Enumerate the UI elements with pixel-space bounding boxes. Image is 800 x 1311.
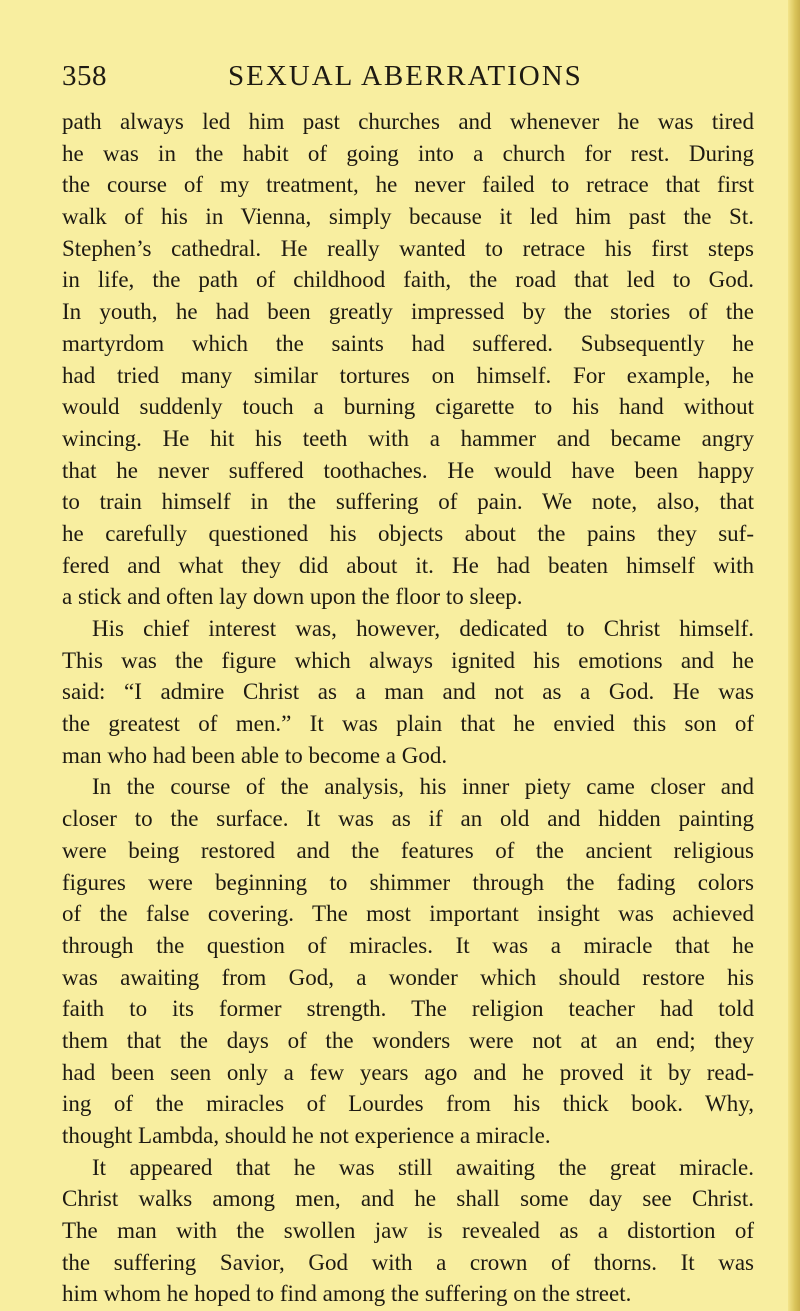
text-line: man who had been able to become a God. xyxy=(62,742,448,768)
page-header xyxy=(62,60,762,100)
text-line: the course of my treatment, he never failed to retrace that first xyxy=(62,172,754,198)
page-edge xyxy=(788,0,800,1311)
text-line: would suddenly touch a burning cigarette to his hand without xyxy=(62,394,754,420)
text-line: It appeared that he was still awaiting the great miracle. xyxy=(92,1154,754,1180)
text-line: in life, the path of childhood faith, the road that led to God. xyxy=(62,267,754,293)
body-text xyxy=(62,106,754,1310)
text-line: he was in the habit of going into a church for rest. During xyxy=(62,140,754,166)
text-line: was awaiting from God, a wonder which should restore his xyxy=(62,964,754,990)
text-line: In youth, he had been greatly impressed by the stories of the xyxy=(62,299,754,325)
text-line: had tried many similar tortures on himself. For example, he xyxy=(62,362,754,388)
text-line: His chief interest was, however, dedicated to Christ himself. xyxy=(92,616,754,641)
text-line: were being restored and the features of the ancient religious xyxy=(62,837,754,863)
text-line: This was the figure which always ignited his emotions and he xyxy=(62,647,754,673)
page-number: 358 xyxy=(62,60,107,92)
text-line: through the question of miracles. It was a miracle that he xyxy=(62,932,754,958)
text-line: wincing. He hit his teeth with a hammer and became angry xyxy=(62,425,754,451)
text-line: had been seen only a few years ago and he proved it by read- xyxy=(62,1059,754,1085)
text-line: faith to its former strength. The religion teacher had told xyxy=(62,996,754,1022)
text-line: path always led him past churches and whenever he was tired xyxy=(62,109,754,134)
text-line: closer to the surface. It was as if an old and hidden painting xyxy=(62,806,754,832)
text-line: the suffering Savior, God with a crown of thorns. It was xyxy=(62,1249,754,1275)
text-line: thought Lambda, should he not experience a miracle. xyxy=(62,1123,551,1148)
running-head: SEXUAL ABERRATIONS xyxy=(228,60,583,92)
text-line: In the course of the analysis, his inner piety came closer and xyxy=(92,774,754,800)
text-line: fered and what they did about it. He had beaten himself with xyxy=(62,552,754,578)
text-line: The man with the swollen jaw is revealed as a distortion of xyxy=(62,1218,754,1244)
text-line: to train himself in the suffering of pain. We note, also, that xyxy=(62,489,754,515)
text-line: of the false covering. The most important insight was achieved xyxy=(62,901,754,927)
text-line: ing of the miracles of Lourdes from his thick book. Why, xyxy=(62,1091,754,1117)
text-line: that he never suffered toothaches. He would have been happy xyxy=(62,457,754,483)
text-line: Stephen’s cathedral. He really wanted to retrace his first steps xyxy=(62,235,754,261)
text-line: martyrdom which the saints had suffered. Subsequently he xyxy=(62,330,754,356)
text-line: walk of his in Vienna, simply because it led him past the St. xyxy=(62,204,754,230)
text-line: them that the days of the wonders were not at an end; they xyxy=(62,1027,754,1053)
text-line: the greatest of men.” It was plain that he envied this son of xyxy=(62,711,754,737)
text-line: him whom he hoped to find among the suffering on the street. xyxy=(62,1281,632,1307)
text-line: he carefully questioned his objects about the pains they suf- xyxy=(62,520,754,546)
text-line: Christ walks among men, and he shall some day see Christ. xyxy=(62,1186,754,1212)
text-line: figures were beginning to shimmer through the fading colors xyxy=(62,869,754,895)
text-line: a stick and often lay down upon the floor to sleep. xyxy=(62,584,523,610)
text-line: said: “I admire Christ as a man and not as a God. He was xyxy=(62,679,754,705)
